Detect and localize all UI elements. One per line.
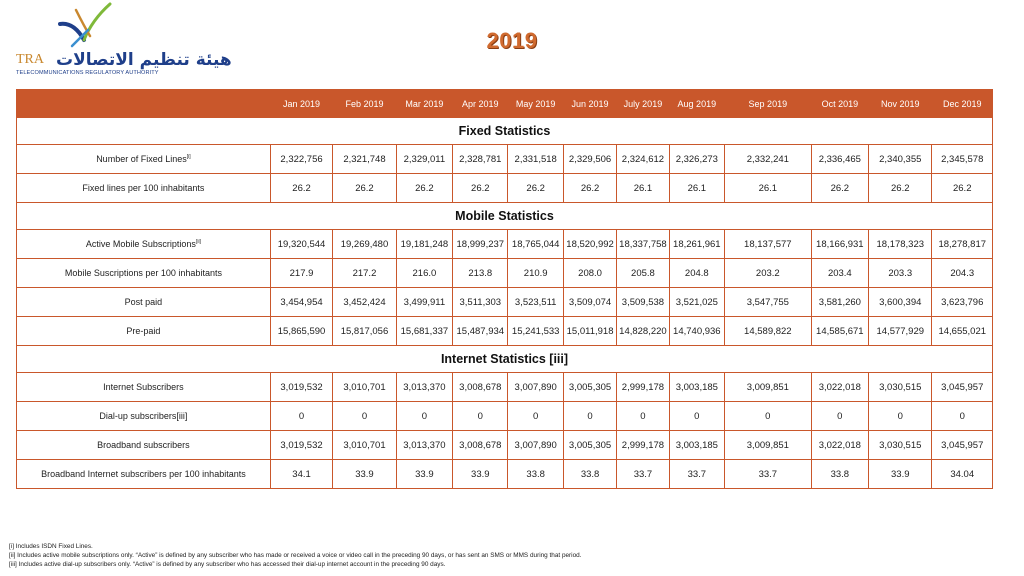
section-row	[17, 203, 993, 230]
table-cell: 216.0	[396, 259, 452, 288]
table-cell: 2,324,612	[617, 145, 669, 174]
table-cell: 213.8	[453, 259, 508, 288]
month-header: Jun 2019	[563, 90, 616, 118]
table-cell: 0	[396, 402, 452, 431]
table-cell: 0	[453, 402, 508, 431]
table-cell: 26.2	[508, 174, 563, 203]
row-label-text: Broadband subscribers	[97, 440, 190, 450]
table-cell: 2,329,506	[563, 145, 616, 174]
table-row	[17, 373, 993, 402]
table-cell: 217.9	[270, 259, 332, 288]
table-cell: 2,999,178	[617, 373, 669, 402]
table-cell: 3,511,303	[453, 288, 508, 317]
table-cell: 0	[725, 402, 812, 431]
row-label-text: Active Mobile Subscriptions	[85, 239, 196, 249]
section-title: Mobile Statistics	[17, 203, 993, 230]
table-cell: 3,523,511	[508, 288, 563, 317]
row-label-text: Broadband Internet subscribers per 100 inhabitants	[41, 469, 246, 479]
table-cell: 33.7	[669, 460, 724, 489]
table-cell: 3,010,701	[333, 373, 396, 402]
table-cell: 3,003,185	[669, 431, 724, 460]
row-footnote-ref: [i]	[186, 154, 191, 160]
month-header: Apr 2019	[453, 90, 508, 118]
table-cell: 2,340,355	[869, 145, 932, 174]
table-cell: 19,320,544	[270, 230, 332, 259]
table-cell: 18,520,992	[563, 230, 616, 259]
table-cell: 217.2	[333, 259, 396, 288]
table-cell: 2,329,011	[396, 145, 452, 174]
table-cell: 3,045,957	[932, 373, 993, 402]
table-cell: 15,865,590	[270, 317, 332, 346]
table-cell: 3,013,370	[396, 431, 452, 460]
row-label	[17, 373, 271, 402]
table-cell: 0	[508, 402, 563, 431]
section-title: Internet Statistics [iii]	[17, 346, 993, 373]
table-cell: 2,321,748	[333, 145, 396, 174]
table-cell: 33.8	[508, 460, 563, 489]
footnote: [iii] Includes active dial-up subscribers only. “Active” is defined by any subscriber who has accessed their dial-up internet account in the preceding 90 days.	[9, 561, 446, 568]
row-label	[17, 460, 271, 489]
table-row	[17, 317, 993, 346]
table-cell: 3,045,957	[932, 431, 993, 460]
row-label-text: Mobile Suscriptions per 100 inhabitants	[64, 268, 222, 278]
table-cell: 3,009,851	[725, 373, 812, 402]
table-cell: 15,487,934	[453, 317, 508, 346]
table-cell: 2,345,578	[932, 145, 993, 174]
footnote: [ii] Includes active mobile subscriptions only. “Active” is defined by any subscriber who has made or received a voice or video call in the preceding 90 days, or has sent an SMS or MMS during that period.	[9, 552, 582, 559]
table-cell: 26.2	[453, 174, 508, 203]
table-row	[17, 431, 993, 460]
table-cell: 3,030,515	[869, 431, 932, 460]
table-cell: 208.0	[563, 259, 616, 288]
table-cell: 2,322,756	[270, 145, 332, 174]
table-cell: 18,765,044	[508, 230, 563, 259]
month-header: Sep 2019	[725, 90, 812, 118]
table-cell: 3,454,954	[270, 288, 332, 317]
table-cell: 2,336,465	[811, 145, 868, 174]
table-cell: 33.7	[725, 460, 812, 489]
month-header: Oct 2019	[811, 90, 868, 118]
table-cell: 3,509,538	[617, 288, 669, 317]
table-cell: 3,008,678	[453, 373, 508, 402]
logo-abbr: TRA	[16, 52, 44, 67]
table-cell: 3,521,025	[669, 288, 724, 317]
table-cell: 204.8	[669, 259, 724, 288]
month-header: Jan 2019	[270, 90, 332, 118]
table-cell: 34.04	[932, 460, 993, 489]
header-row	[17, 90, 993, 118]
table-cell: 203.3	[869, 259, 932, 288]
table-cell: 3,003,185	[669, 373, 724, 402]
section-row	[17, 346, 993, 373]
table-cell: 26.1	[669, 174, 724, 203]
row-label	[17, 259, 271, 288]
table-cell: 0	[869, 402, 932, 431]
table-cell: 33.9	[453, 460, 508, 489]
table-cell: 18,137,577	[725, 230, 812, 259]
table-cell: 3,499,911	[396, 288, 452, 317]
table-cell: 26.1	[725, 174, 812, 203]
table-cell: 15,817,056	[333, 317, 396, 346]
table-cell: 203.2	[725, 259, 812, 288]
month-header: Feb 2019	[333, 90, 396, 118]
table-cell: 3,019,532	[270, 431, 332, 460]
table-cell: 33.8	[811, 460, 868, 489]
table-cell: 26.2	[333, 174, 396, 203]
section-row	[17, 118, 993, 145]
table-cell: 34.1	[270, 460, 332, 489]
row-label-text: Post paid	[124, 297, 163, 307]
table-cell: 0	[617, 402, 669, 431]
table-cell: 26.2	[869, 174, 932, 203]
logo-arabic-name: هيئة تنظيم الاتصالات	[56, 50, 232, 70]
table-cell: 14,589,822	[725, 317, 812, 346]
table-row	[17, 402, 993, 431]
table-cell: 26.2	[396, 174, 452, 203]
table-cell: 0	[270, 402, 332, 431]
table-cell: 3,010,701	[333, 431, 396, 460]
table-cell: 14,740,936	[669, 317, 724, 346]
table-cell: 33.7	[617, 460, 669, 489]
table-cell: 203.4	[811, 259, 868, 288]
table-cell: 2,331,518	[508, 145, 563, 174]
table-cell: 18,337,758	[617, 230, 669, 259]
row-label	[17, 317, 271, 346]
table-row	[17, 460, 993, 489]
table-cell: 0	[563, 402, 616, 431]
table-cell: 26.2	[270, 174, 332, 203]
month-header: May 2019	[508, 90, 563, 118]
row-label-text: Dial-up subscribers[iii]	[99, 411, 188, 421]
table-cell: 14,828,220	[617, 317, 669, 346]
table-cell: 18,166,931	[811, 230, 868, 259]
row-label-text: Pre-paid	[126, 326, 161, 336]
table-cell: 0	[932, 402, 993, 431]
month-header: Aug 2019	[669, 90, 724, 118]
table-cell: 14,585,671	[811, 317, 868, 346]
table-cell: 33.9	[869, 460, 932, 489]
month-header: Mar 2019	[396, 90, 452, 118]
table-cell: 3,581,260	[811, 288, 868, 317]
month-header: Dec 2019	[932, 90, 993, 118]
table-cell: 33.9	[396, 460, 452, 489]
table-cell: 33.9	[333, 460, 396, 489]
table-cell: 18,178,323	[869, 230, 932, 259]
table-row	[17, 230, 993, 259]
table-cell: 3,022,018	[811, 373, 868, 402]
header-corner	[17, 90, 271, 118]
table-row	[17, 259, 993, 288]
table-cell: 18,999,237	[453, 230, 508, 259]
row-footnote-ref: [ii]	[195, 239, 201, 245]
table-cell: 210.9	[508, 259, 563, 288]
table-cell: 3,013,370	[396, 373, 452, 402]
table-cell: 2,326,273	[669, 145, 724, 174]
footnotes	[9, 542, 581, 569]
table-cell: 3,007,890	[508, 373, 563, 402]
section-title: Fixed Statistics	[17, 118, 993, 145]
table-cell: 2,328,781	[453, 145, 508, 174]
page-title: 2019	[486, 28, 538, 53]
table-cell: 3,019,532	[270, 373, 332, 402]
table-cell: 3,007,890	[508, 431, 563, 460]
table-cell: 3,509,074	[563, 288, 616, 317]
row-label-text: Number of Fixed Lines	[96, 154, 187, 164]
month-header: Nov 2019	[869, 90, 932, 118]
table-row	[17, 174, 993, 203]
table-cell: 3,600,394	[869, 288, 932, 317]
table-cell: 3,623,796	[932, 288, 993, 317]
table-cell: 15,681,337	[396, 317, 452, 346]
table-cell: 14,655,021	[932, 317, 993, 346]
table-cell: 33.8	[563, 460, 616, 489]
row-label	[17, 431, 271, 460]
table-cell: 3,005,305	[563, 373, 616, 402]
table-cell: 205.8	[617, 259, 669, 288]
row-label	[17, 145, 271, 174]
row-label-text: Fixed lines per 100 inhabitants	[82, 183, 205, 193]
table-cell: 3,005,305	[563, 431, 616, 460]
table-cell: 18,261,961	[669, 230, 724, 259]
table-cell: 3,547,755	[725, 288, 812, 317]
table-cell: 3,009,851	[725, 431, 812, 460]
table-cell: 26.2	[932, 174, 993, 203]
row-label	[17, 174, 271, 203]
row-label	[17, 288, 271, 317]
table-cell: 19,181,248	[396, 230, 452, 259]
statistics-table	[16, 89, 993, 489]
table-cell: 26.2	[563, 174, 616, 203]
table-cell: 18,278,817	[932, 230, 993, 259]
table-cell: 19,269,480	[333, 230, 396, 259]
table-cell: 0	[669, 402, 724, 431]
table-cell: 2,332,241	[725, 145, 812, 174]
table-cell: 3,022,018	[811, 431, 868, 460]
table-cell: 26.2	[811, 174, 868, 203]
logo-subtitle: TELECOMMUNICATIONS REGULATORY AUTHORITY	[16, 70, 159, 76]
table-cell: 15,241,533	[508, 317, 563, 346]
table-row	[17, 145, 993, 174]
footnote: [i] Includes ISDN Fixed Lines.	[9, 543, 93, 550]
table-cell: 204.3	[932, 259, 993, 288]
table-cell: 26.1	[617, 174, 669, 203]
table-cell: 3,452,424	[333, 288, 396, 317]
table-cell: 15,011,918	[563, 317, 616, 346]
table-cell: 0	[811, 402, 868, 431]
table-cell: 14,577,929	[869, 317, 932, 346]
row-label	[17, 230, 271, 259]
row-label	[17, 402, 271, 431]
table-cell: 3,008,678	[453, 431, 508, 460]
table-row	[17, 288, 993, 317]
table-cell: 2,999,178	[617, 431, 669, 460]
row-label-text: Internet Subscribers	[103, 382, 184, 392]
table-cell: 3,030,515	[869, 373, 932, 402]
table-cell: 0	[333, 402, 396, 431]
month-header: July 2019	[617, 90, 669, 118]
